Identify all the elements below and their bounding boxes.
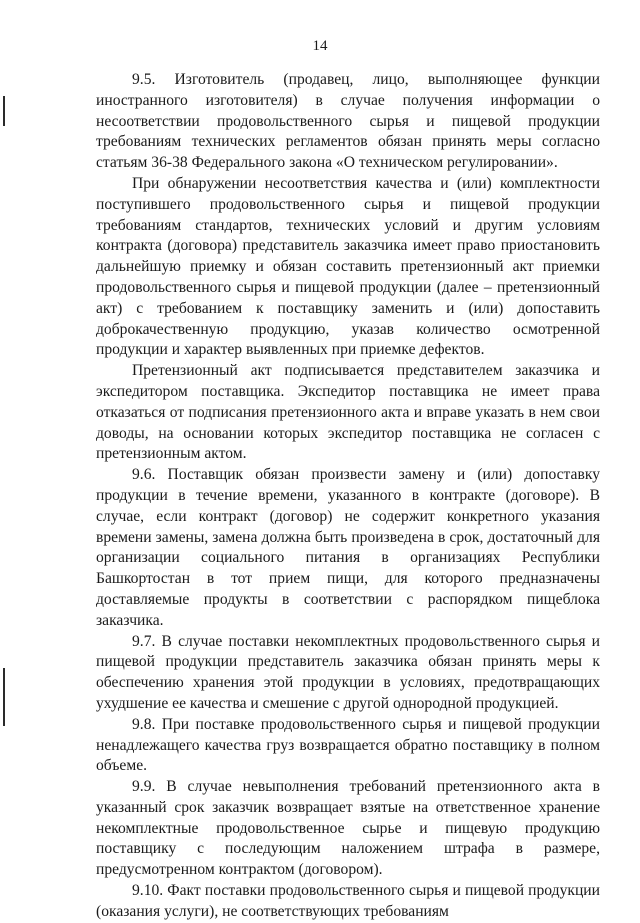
paragraph-9-9: 9.9. В случае невыполнения требований претензионного акта в указанный срок заказчик возвращает взятые на ответственное хранение некомплектные продовольственное сырье и пищевую продукцию поставщику с последующим наложением штрафа в размере, предусмотренном контрактом (договором).	[96, 778, 600, 879]
scan-edge-mark	[3, 668, 5, 726]
paragraph-9-5: 9.5. Изготовитель (продавец, лицо, выполняющее функции иностранного изготовителя) в случае получения информации о несоответствии продовольственного сырья и пищевой продукции требованиям технических регламентов обязан принять меры согласно статьям 36-38 Федерального закона «О техническом регулировании».	[96, 71, 600, 172]
paragraph-9-8: 9.8. При поставке продовольственного сырья и пищевой продукции ненадлежащего качества груз возвращается обратно поставщику в полном объеме.	[96, 715, 600, 775]
document-body	[96, 70, 600, 923]
paragraph-9-6: 9.6. Поставщик обязан произвести замену и (или) допоставку продукции в течение времени, указанного в контракте (договоре). В случае, если контракт (договор) не содержит конкретного указания времени замены, замена должна быть произведена в срок, достаточный для организации социального питания в организациях Республики Башкортостан в тот прием пищи, для которого предназначены доставляемые продукты в соответствии с распорядком пищеблока заказчика.	[96, 466, 600, 629]
paragraph-9-10: 9.10. Факт поставки продовольственного сырья и пищевой продукции (оказания услуги), не соответствующих требованиям	[96, 882, 600, 920]
page-number: 14	[312, 38, 328, 54]
scan-edge-mark	[3, 96, 5, 126]
paragraph-claim-act: Претензионный акт подписывается представителем заказчика и экспедитором поставщика. Экспедитор поставщика не имеет права отказаться от подписания претензионного акта и вправе указать в нем свои доводы, на основании которых экспедитор поставщика не согласен с претензионным актом.	[96, 362, 600, 463]
paragraph-9-7: 9.7. В случае поставки некомплектных продовольственного сырья и пищевой продукции представитель заказчика обязан принять меры к обеспечению хранения этой продукции в условиях, предотвращающих ухудшение ее качества и смешение с другой однородной продукцией.	[96, 632, 600, 712]
paragraph-nonconformity: При обнаружении несоответствия качества и (или) комплектности поступившего продовольственного сырья и пищевой продукции требованиям стандартов, технических условий и другим условиям контракта (договора) представитель заказчика имеет право приостановить дальнейшую приемку и обязан составить претензионный акт приемки продовольственного сырья и пищевой продукции (далее – претензионный акт) с требованием к поставщику заменить и (или) допоставить доброкачественную продукцию, указав количество осмотренной продукции и характер выявленных при приемке дефектов.	[96, 174, 600, 359]
